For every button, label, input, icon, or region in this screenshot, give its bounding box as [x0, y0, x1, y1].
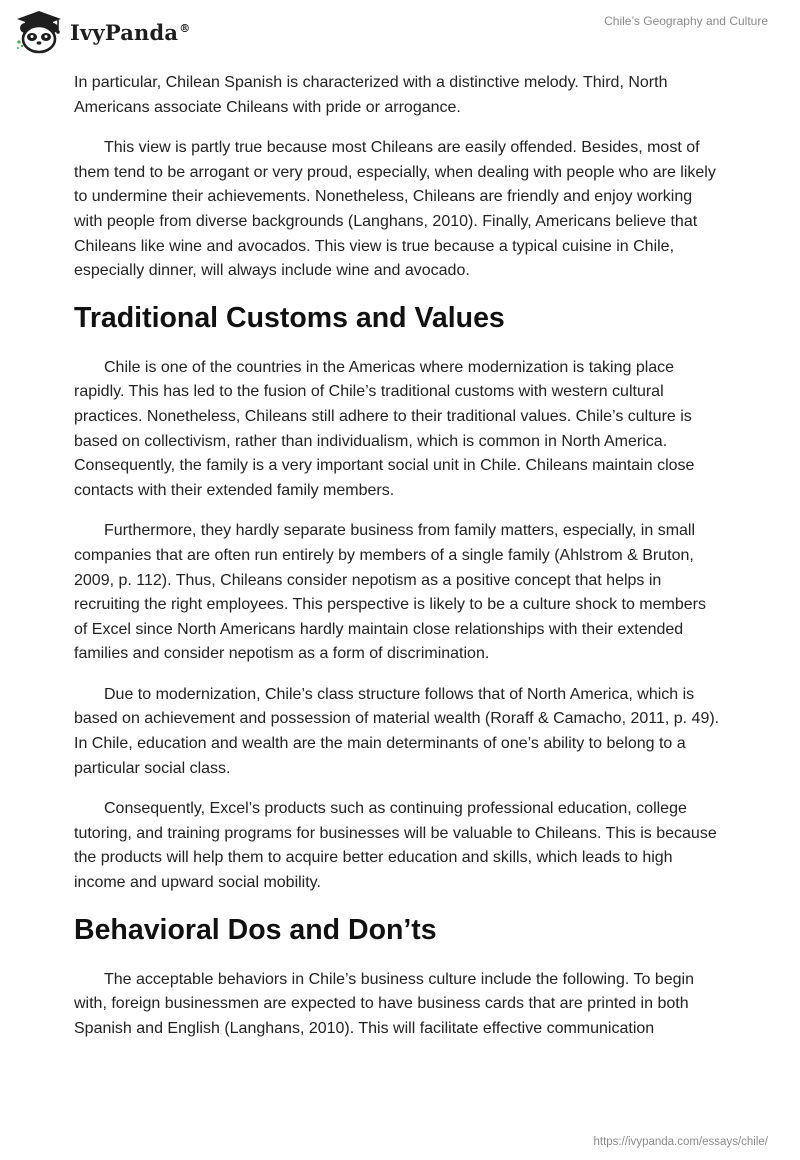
paragraph: Chile is one of the countries in the Americas where modernization is taking place rapidly. This has led to the fusion of Chile’s traditional customs with western cultural practices. Nonetheless, Chileans still adhere to their traditional values. Chile’s culture is based on collectivism, rather than individualism, which is common in North America. Consequently, the family is a very important social unit in Chile. Chileans maintain close contacts with their extended family members.	[74, 358, 695, 499]
paragraph: In particular, Chilean Spanish is characterized with a distinctive melody. Third, North Americans associate Chileans with pride or arrogance.	[74, 74, 668, 116]
paragraph: Consequently, Excel’s products such as continuing professional education, college tutoring, and training programs for businesses will be valuable to Chileans. This is because the products will help them to acquire better education and skills, which leads to high income and upward social mobility.	[74, 800, 717, 892]
essay-body	[74, 71, 722, 1057]
document-title: Chile’s Geography and Culture	[604, 14, 768, 28]
ivypanda-logo[interactable]	[14, 8, 190, 56]
brand-name: IvyPanda®	[70, 19, 191, 45]
panda-logo-icon	[14, 9, 64, 55]
registered-mark: ®	[179, 21, 191, 35]
paragraph: Furthermore, they hardly separate business from family matters, especially, in small companies that are often run entirely by members of a single family (Ahlstrom & Bruton, 2009, p. 112). Thus, Chileans consider nepotism as a positive concept that helps in recruiting the right employees. This perspective is likely to be a culture shock to members of Excel since North Americans hardly maintain close relationships with their extended families and consider nepotism as a form of discrimination.	[74, 522, 706, 663]
paragraph: This view is partly true because most Chileans are easily offended. Besides, most of them tend to be arrogant or very proud, especially, when dealing with people who are likely to undermine their achievements. Nonetheless, Chileans are friendly and enjoy working with people from diverse backgrounds (Langhans, 2010). Finally, Americans believe that Chileans like wine and avocados. This view is true because a typical cuisine in Chile, especially dinner, will always include wine and avocado.	[74, 139, 716, 280]
paragraph: The acceptable behaviors in Chile’s business culture include the following. To begin with, foreign businessmen are expected to have business cards that are printed in both Spanish and English (Langhans, 2010). This will facilitate effective communication	[74, 970, 694, 1037]
section-heading-traditional-customs: Traditional Customs and Values	[74, 301, 505, 334]
source-url[interactable]: https://ivypanda.com/essays/chile/	[593, 1136, 768, 1148]
page-header	[0, 0, 800, 64]
section-heading-behavioral-dos: Behavioral Dos and Don’ts	[74, 913, 437, 946]
paragraph: Due to modernization, Chile’s class structure follows that of North America, which is based on achievement and possession of material wealth (Roraff & Camacho, 2011, p. 49). In Chile, education and wealth are the main determinants of one’s ability to belong to a particular social class.	[74, 685, 720, 777]
